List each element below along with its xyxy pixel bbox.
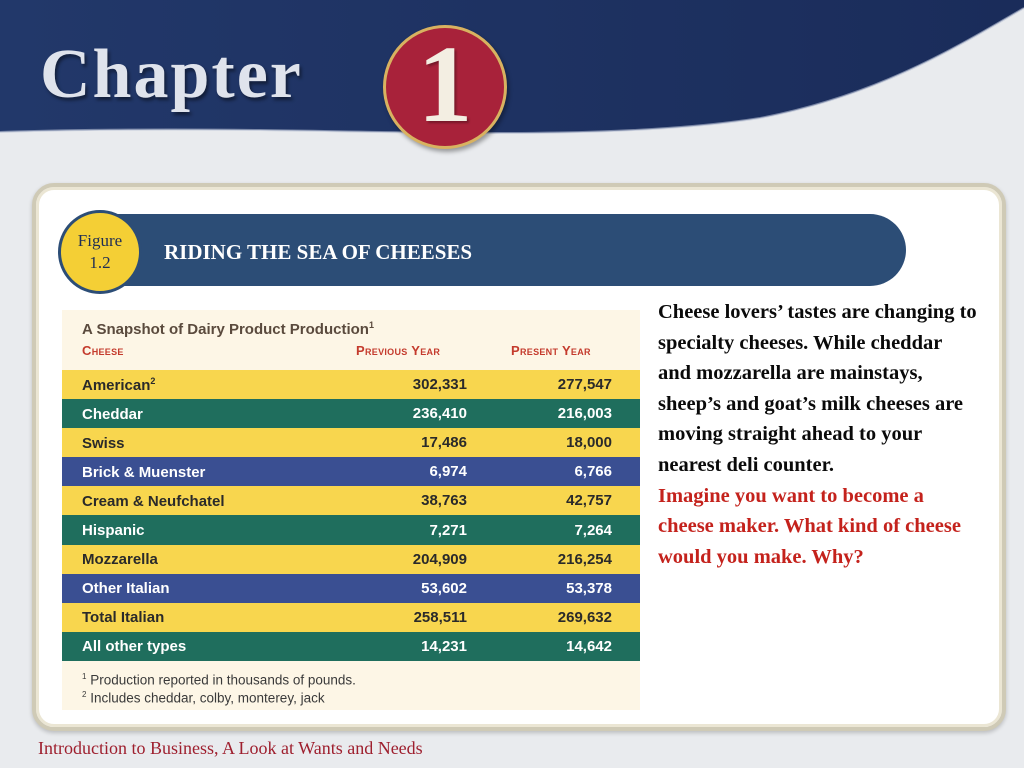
chapter-number-badge [383, 25, 507, 149]
cheese-name: Mozzarella [82, 551, 158, 569]
cheese-name: Hispanic [82, 522, 145, 540]
chapter-title: Chapter [40, 36, 303, 113]
figure-label-line1: Figure [77, 230, 123, 250]
table-row [62, 632, 640, 661]
previous-year-value: 7,271 [429, 521, 467, 539]
table-rows [62, 370, 640, 661]
previous-year-value: 302,331 [412, 376, 467, 394]
table-row [62, 486, 640, 515]
table-row [62, 545, 640, 574]
cheese-name: Total Italian [82, 609, 165, 627]
present-year-value: 53,378 [566, 579, 612, 597]
cheese-name: Cream & Neufchatel [82, 492, 225, 510]
dairy-table [62, 310, 640, 710]
column-header-cheese: Cheese [82, 343, 124, 358]
figure-title-bar [112, 214, 906, 286]
present-year-value: 269,632 [557, 608, 612, 626]
cheese-name: Brick & Muenster [82, 463, 206, 481]
cheese-name: Swiss [82, 434, 125, 452]
table-row [62, 399, 640, 428]
present-year-value: 216,003 [557, 405, 612, 423]
cheese-name: American$^2$ [82, 375, 156, 394]
description-text: Cheese lovers’ tastes are changing to specialty cheeses. While cheddar and mozzarella are mainstays, sheep’s and goat’s milk cheeses are moving straight ahead to your nearest deli counter. [658, 301, 977, 476]
previous-year-value: 17,486 [421, 434, 467, 452]
table-row [62, 515, 640, 544]
previous-year-value: 14,231 [421, 637, 467, 655]
present-year-value: 277,547 [557, 376, 612, 394]
present-year-value: 6,766 [574, 463, 612, 481]
discussion-question: Imagine you want to become a cheese maker. What kind of cheese would you make. Why? [658, 484, 961, 568]
figure-title: RIDING THE SEA OF CHEESES [164, 240, 473, 264]
footer-text: Introduction to Business, A Look at Wants and Needs [38, 738, 423, 758]
figure-label-line2: 1.2 [89, 253, 111, 272]
present-year-value: 42,757 [566, 492, 612, 510]
table-title-footnote-mark: 1 [368, 320, 374, 330]
present-year-value: 216,254 [557, 550, 612, 568]
figure-badge [58, 210, 142, 294]
previous-year-value: 53,602 [421, 579, 467, 597]
table-row [62, 457, 640, 486]
table-row [62, 574, 640, 603]
table-row [62, 428, 640, 457]
cheese-name: Cheddar [82, 405, 143, 423]
present-year-value: 7,264 [574, 521, 612, 539]
chapter-number: 1 [417, 23, 473, 145]
table-title: A Snapshot of Dairy Product Production$^1$ [82, 320, 374, 338]
previous-year-value: 38,763 [421, 492, 467, 510]
previous-year-value: 6,974 [429, 463, 467, 481]
footnote-2: $^2$ Includes cheddar, colby, monterey, jack [82, 690, 325, 706]
cheese-footnote-mark: 2 [150, 375, 156, 386]
table-row [62, 603, 640, 632]
column-header-previous-year: Previous Year [356, 343, 441, 358]
previous-year-value: 204,909 [412, 550, 467, 568]
column-header-present-year: Present Year [511, 343, 591, 358]
previous-year-value: 236,410 [412, 405, 467, 423]
cheese-name: All other types [82, 638, 187, 656]
previous-year-value: 258,511 [413, 608, 467, 626]
footnote-1: $^1$ Production reported in thousands of pounds. [82, 672, 356, 688]
description-block [658, 297, 978, 572]
table-row [62, 370, 640, 399]
present-year-value: 18,000 [566, 434, 612, 452]
present-year-value: 14,642 [566, 637, 612, 655]
cheese-name: Other Italian [82, 580, 170, 598]
